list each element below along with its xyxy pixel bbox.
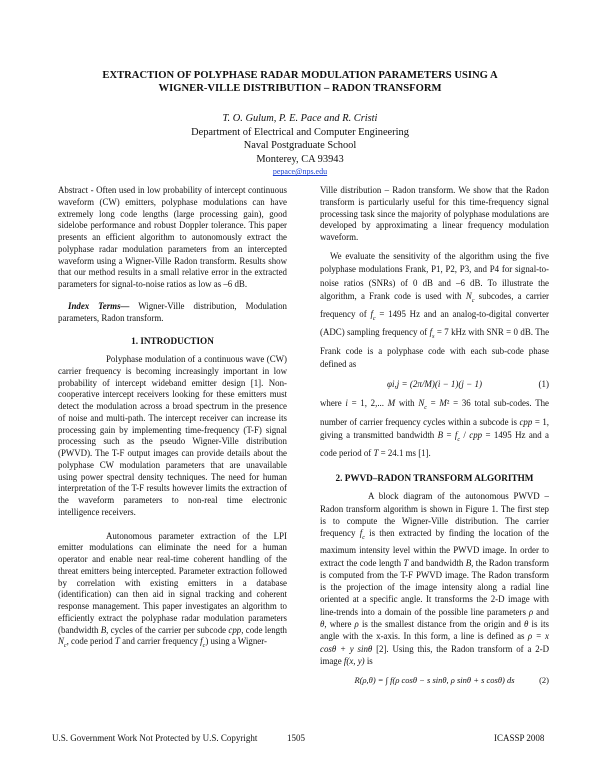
body-paragraph bbox=[320, 185, 549, 244]
right-column bbox=[320, 185, 549, 693]
math-text: s bbox=[432, 334, 435, 341]
abstract bbox=[58, 185, 287, 291]
math-text: f bbox=[429, 327, 433, 338]
text-segment: / bbox=[460, 429, 470, 440]
title-line: EXTRACTION OF POLYPHASE RADAR MODULATION PARAMETERS USING A bbox=[102, 70, 498, 81]
equation-number: (1) bbox=[538, 379, 549, 390]
text-segment: Ville distribution – Radon transform. We show that the Radon transform is particularly useful for this time-frequency signal processing task since the majority of polyphase modulations are developed by approximating a linear frequency modulation waveform. bbox=[320, 185, 549, 242]
text-segment: and bbox=[533, 606, 549, 617]
text-segment: , code length bbox=[241, 624, 287, 635]
math-text: θ bbox=[524, 619, 529, 630]
index-terms-text: Wigner-Ville distribution, Modulation parameters, Radon transform. bbox=[58, 300, 287, 323]
math-text: N bbox=[58, 636, 64, 647]
text-segment: , cycles of the carrier per subcode bbox=[106, 624, 229, 635]
math-text: f bbox=[359, 528, 363, 539]
equation-text: φi,j = (2π/M)(i − 1)(j − 1) bbox=[387, 379, 482, 390]
math-text: f bbox=[200, 636, 203, 647]
text-segment: , where bbox=[324, 619, 355, 630]
math-text: T bbox=[403, 557, 409, 568]
text-segment: = 1, 2,... bbox=[347, 398, 388, 409]
equation-number: (2) bbox=[539, 675, 549, 686]
intro-paragraph bbox=[58, 354, 287, 519]
text-segment: ) using a Wigner- bbox=[205, 636, 267, 647]
math-text: ρ bbox=[354, 619, 359, 630]
school: Naval Postgraduate School bbox=[243, 140, 357, 152]
text-segment: Polyphase modulation of a continuous wave (CW) carrier frequency is becoming increasingly important in low probability of intercept wideband emitter design [1]. Non-cooperative intercept receivers looking for these emitters must detect the modulation across a broad spectrum in the presence of noise and multi-path. The intercept receiver can increase its processing gain by implementing time-frequency (T-F) signal processing such as the pseudo Wigner-Ville distribution (PWVD). The T-F output images can provide details about the polyphase CW modulation parameters that are unavailable using power spectral density techniques. The need for human interpretation of the T-F results however limits the extraction of the waveform parameters to non-real time electronic intelligence receivers. bbox=[58, 354, 287, 517]
text-segment: with bbox=[395, 398, 419, 409]
text-segment: = 7 kHz with SNR = 0 dB. The Frank code is a polyphase code with each sub-code phase defined as bbox=[320, 327, 550, 369]
text-segment: is its angle with the x-axis. In this form, a line is defined as bbox=[320, 619, 549, 642]
math-text: c bbox=[362, 534, 365, 541]
text-segment: where bbox=[320, 398, 346, 409]
math-text: c bbox=[63, 643, 67, 650]
math-text: M bbox=[439, 398, 447, 409]
equation-1 bbox=[320, 371, 549, 397]
equation-text: R(ρ,θ) = ∫ f(ρ cosθ − s sinθ, ρ sinθ + s cosθ) ds bbox=[354, 675, 515, 686]
math-text: B bbox=[465, 557, 472, 568]
math-text: i bbox=[345, 398, 348, 409]
email-link[interactable]: pepace@nps.edu bbox=[272, 167, 328, 177]
text-segment: = bbox=[426, 398, 440, 409]
title-line: WIGNER-VILLE DISTRIBUTION – RADON TRANSFORM bbox=[158, 83, 442, 94]
copyright-notice: U.S. Government Work Not Protected by U.S. Copyright bbox=[52, 733, 258, 743]
math-text: f bbox=[454, 429, 458, 440]
page-number: 1505 bbox=[287, 733, 305, 743]
math-text: θ bbox=[320, 619, 325, 630]
text-segment: is then extracted by finding the location of the maximum intensity level within the PWVD image. In order to extract the code length bbox=[320, 528, 549, 568]
text-segment: Autonomous parameter extraction of the LPI emitter modulations can eliminate the need for a human operator and enable near real-time coherent handling of the threat emitters being intercepted. Parameter extraction followed by correlation with existing emitters in a database (identification) can then aid in signal tracking and coherent response management. This paper investigates an algorithm to efficiently extract the polyphase radar modulation parameters (bandwidth bbox=[58, 530, 287, 635]
math-text: c bbox=[202, 643, 206, 650]
text-segment: ² = 36 total sub-codes. The number of carrier frequency cycles within a subcode is bbox=[320, 398, 549, 427]
text-segment: is the smallest distance from the origin and bbox=[358, 619, 525, 630]
text-segment: , the Radon transform is computed from the T-F PWVD image. The Radon transform is the projection of the image intensity along a radial line oriented at a specific angle. It transforms the 2-D image with line-trends into a domain of the possible line parameters bbox=[320, 557, 549, 617]
text-segment: = 1, giving a transmitted bandwidth bbox=[320, 416, 549, 440]
body-paragraph bbox=[320, 490, 549, 667]
text-segment: = 1495 Hz and an analog-to-digital converter (ADC) sampling frequency of bbox=[320, 309, 549, 338]
text-segment: and carrier frequency bbox=[119, 636, 201, 647]
equation-2 bbox=[320, 667, 549, 693]
text-segment: A block diagram of the autonomous PWVD – Radon transform algorithm is shown in Figure 1. The first step is to compute the Wigner-Ville distribution. The carrier frequency bbox=[320, 491, 549, 539]
math-text: N bbox=[465, 290, 472, 301]
math-text: cpp bbox=[228, 624, 242, 635]
math-text: cpp bbox=[519, 416, 533, 427]
text-segment: = bbox=[443, 429, 455, 440]
paper-title bbox=[0, 69, 600, 95]
text-segment: is bbox=[364, 655, 373, 666]
text-segment: and bandwidth bbox=[408, 557, 466, 568]
address: Monterey, CA 93943 bbox=[256, 153, 344, 165]
math-text: cpp bbox=[469, 429, 483, 440]
text-segment: Abstract - Often used in low probability of intercept continuous waveform (CW) emitters, polyphase modulations can have extremely long code lengths (large processing gain), good sidelobe performance and robust Doppler tolerance. This paper presents an efficient algorithm to autonomously extract the polyphase radar modulation parameters from an intercepted waveform using a Wigner-Ville Radon transform. Results show that our method results in a small relative error in the extracted parameters for signal-to-noise ratios as low as –6 dB. bbox=[58, 185, 287, 289]
math-text: T bbox=[114, 636, 120, 647]
math-text: c bbox=[471, 297, 475, 304]
left-column bbox=[58, 185, 287, 653]
text-segment: = 24.1 ms [1]. bbox=[378, 448, 431, 459]
math-text: f bbox=[370, 309, 373, 320]
section-heading-algorithm: 2. PWVD–RADON TRANSFORM ALGORITHM bbox=[335, 472, 534, 483]
math-text: N bbox=[418, 398, 425, 409]
text-segment: [2]. Using this, the Radon transform of a 2-D image bbox=[320, 643, 549, 666]
index-terms bbox=[58, 301, 287, 325]
author-block bbox=[0, 112, 600, 177]
text-segment: , code period bbox=[66, 636, 115, 647]
math-text: M bbox=[387, 398, 396, 409]
department: Department of Electrical and Computer Engineering bbox=[191, 126, 409, 138]
math-text: B bbox=[437, 429, 444, 440]
text-segment: We evaluate the sensitivity of the algorithm using the five polyphase modulations Frank, P1, P2, P3, and P4 for signal-to-noise ratios (SNRs) of 0 dB and –6 dB. To illustrate the algorithm, a Frank code is used with bbox=[320, 250, 549, 301]
intro-paragraph bbox=[58, 531, 287, 653]
math-text: c bbox=[424, 405, 427, 412]
author-names: T. O. Gulum, P. E. Pace and R. Cristi bbox=[222, 113, 378, 124]
math-text: ρ = x cosθ + y sinθ bbox=[320, 631, 549, 654]
math-text: f(x, y) bbox=[343, 655, 365, 666]
section-heading-introduction: 1. INTRODUCTION bbox=[131, 336, 214, 347]
text-segment: subcodes, a carrier frequency of bbox=[320, 290, 550, 320]
math-text: B bbox=[100, 624, 107, 635]
math-text: ρ bbox=[528, 606, 534, 617]
text-segment: = 1495 Hz and a code period of bbox=[320, 429, 549, 459]
body-paragraph bbox=[320, 250, 549, 372]
math-text: c bbox=[457, 436, 461, 443]
math-text: c bbox=[372, 315, 376, 322]
conference-name: ICASSP 2008 bbox=[494, 733, 545, 743]
index-terms-label: Index Terms— bbox=[68, 300, 130, 311]
body-paragraph bbox=[320, 397, 549, 460]
math-text: T bbox=[373, 448, 379, 459]
